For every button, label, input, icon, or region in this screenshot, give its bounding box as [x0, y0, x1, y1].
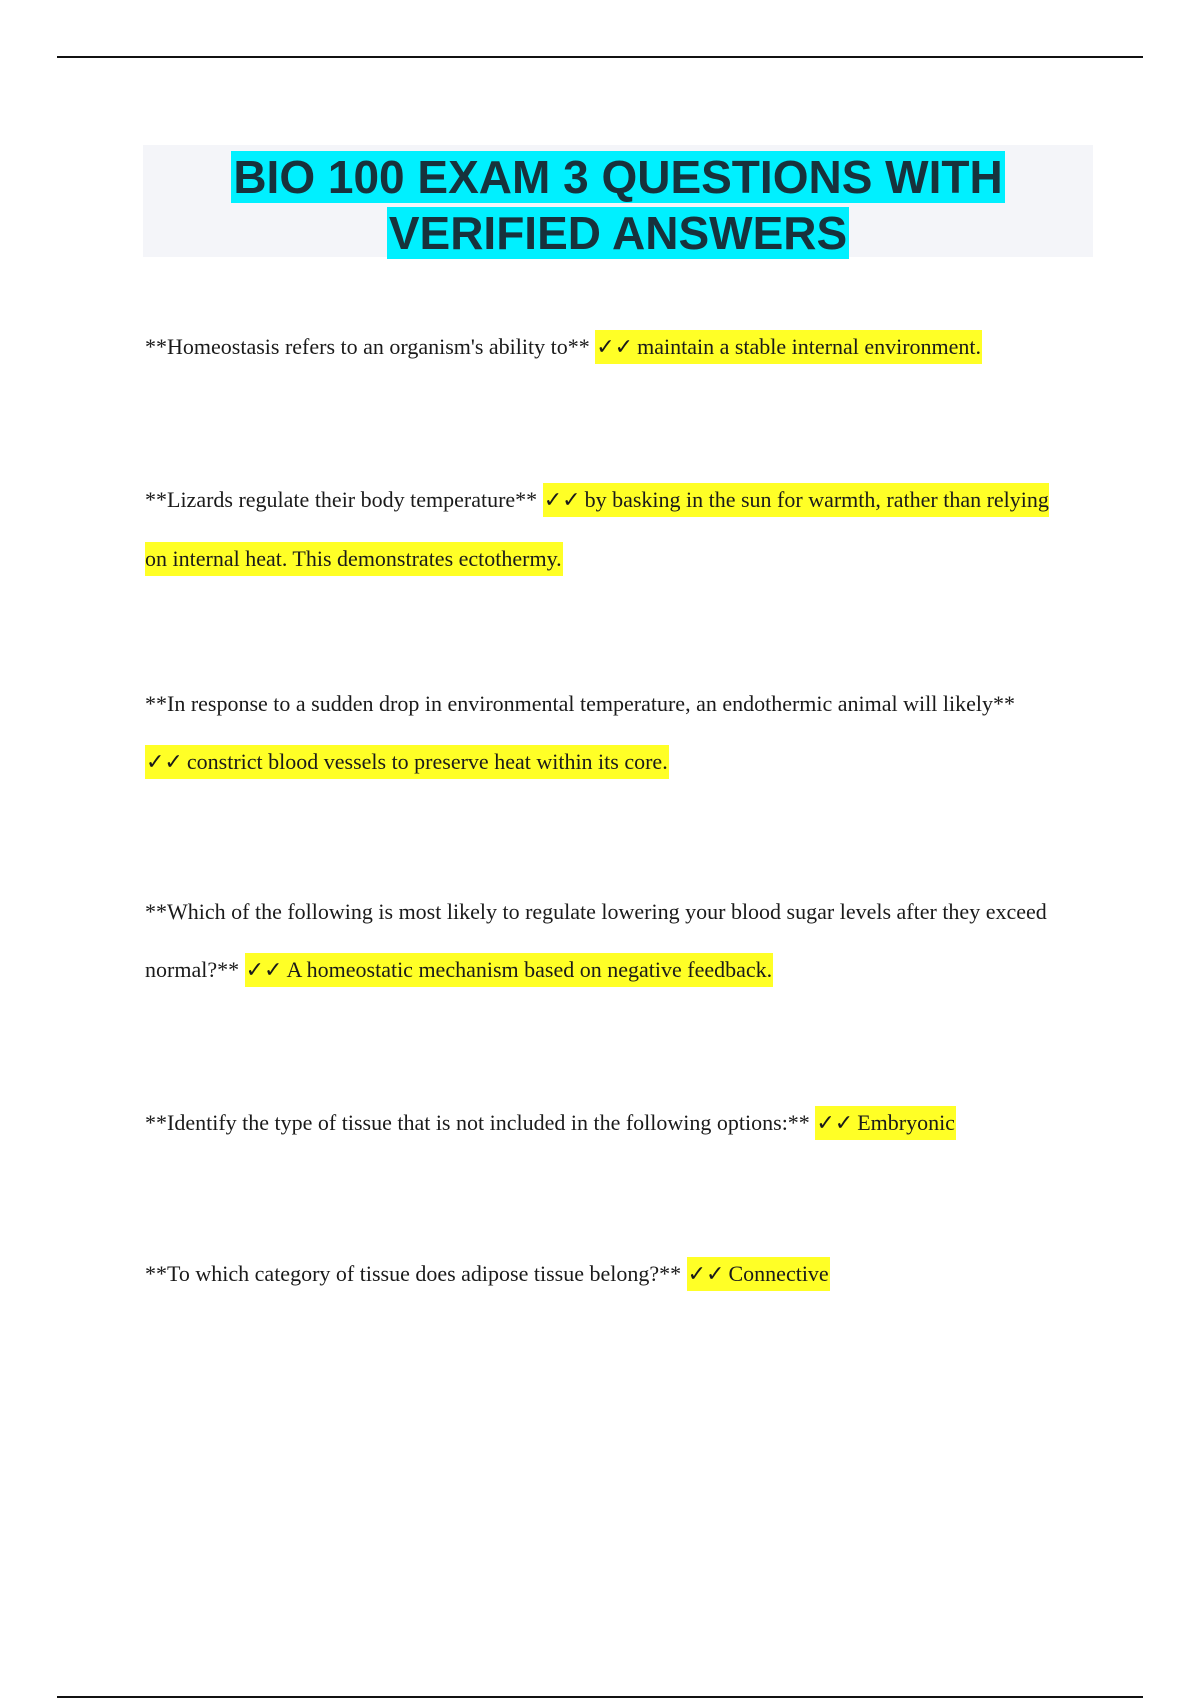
qa-item-6: [145, 1245, 1065, 1304]
title-line-1: BIO 100 EXAM 3 QUESTIONS WITH: [233, 151, 1003, 203]
answer-text: constrict blood vessels to preserve heat within its core.: [186, 749, 668, 774]
answer-text: by basking in the sun for warmth, rather than relying on internal heat. This demonstrates ectothermy.: [145, 487, 1049, 571]
qa-item-1: [145, 318, 1065, 377]
qa-item-4: [145, 883, 1065, 1000]
question-text: **In response to a sudden drop in environmental temperature, an endothermic animal will likely**: [145, 691, 1015, 716]
double-check-icon: ✓✓: [245, 958, 283, 983]
double-check-icon: ✓✓: [687, 1262, 725, 1287]
qa-item-5: [145, 1094, 1065, 1153]
header-rule: [57, 56, 1143, 58]
answer-highlight: [815, 1106, 956, 1140]
answer-text: A homeostatic mechanism based on negative feedback.: [286, 957, 773, 982]
qa-item-2: [145, 471, 1065, 588]
document-title: [143, 145, 1093, 261]
question-text: **Identify the type of tissue that is not included in the following options:**: [145, 1110, 810, 1135]
footer-rule: [57, 1696, 1143, 1698]
answer-text: maintain a stable internal environment.: [637, 334, 982, 359]
question-text: **Lizards regulate their body temperature**: [145, 487, 538, 512]
double-check-icon: ✓✓: [816, 1111, 854, 1136]
question-text: **To which category of tissue does adipose tissue belong?**: [145, 1261, 682, 1286]
answer-text: Connective: [728, 1261, 829, 1286]
answer-text: Embryonic: [857, 1110, 955, 1135]
double-check-icon: ✓✓: [543, 488, 581, 513]
double-check-icon: ✓✓: [596, 335, 634, 360]
title-line-2: VERIFIED ANSWERS: [388, 207, 848, 259]
answer-highlight: [145, 745, 669, 779]
question-text: **Which of the following is most likely to regulate lowering your blood sugar levels after they exceed normal?**: [145, 899, 1047, 982]
answer-highlight: [595, 330, 982, 364]
qa-item-3: [145, 675, 1065, 792]
answer-highlight: [687, 1257, 830, 1291]
answer-highlight: [245, 953, 774, 987]
title-banner: [143, 145, 1093, 257]
question-text: **Homeostasis refers to an organism's ability to**: [145, 334, 590, 359]
double-check-icon: ✓✓: [146, 750, 183, 775]
